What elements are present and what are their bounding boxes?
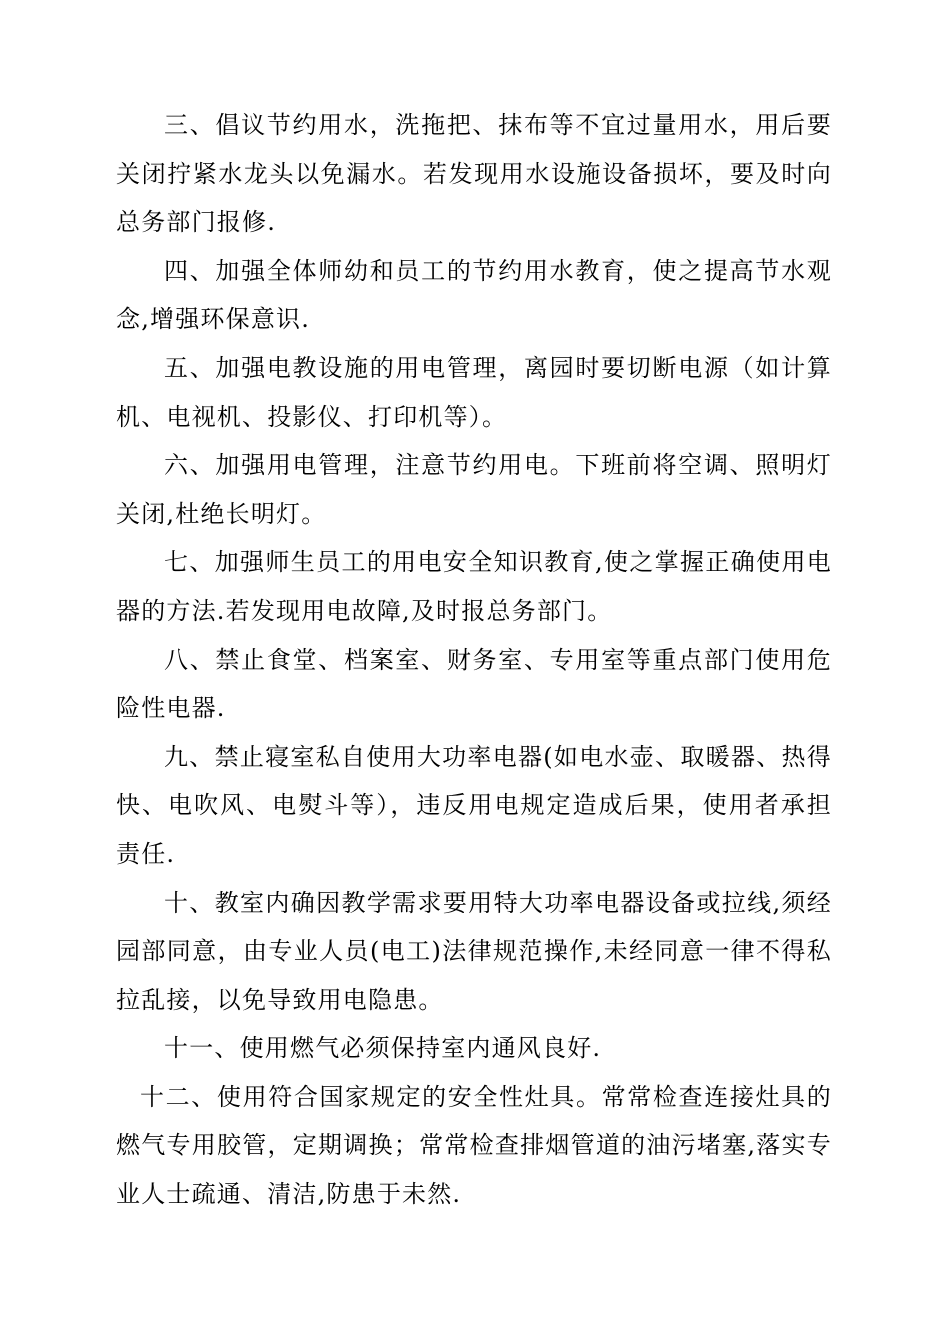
document-page [116, 101, 832, 1219]
paragraph-item-8: 八、禁止食堂、档案室、财务室、专用室等重点部门使用危险性电器. [116, 645, 832, 723]
paragraph-item-6: 六、加强用电管理，注意节约用电。下班前将空调、照明灯关闭,杜绝长明灯。 [116, 451, 832, 528]
paragraph-item-3: 三、倡议节约用水，洗拖把、抹布等不宜过量用水，用后要关闭拧紧水龙头以免漏水。若发现用水设施设备损坏，要及时向总务部门报修. [116, 111, 832, 237]
paragraph-item-11: 十一、使用燃气必须保持室内通风良好. [164, 1034, 602, 1063]
paragraph-item-5: 五、加强电教设施的用电管理，离园时要切断电源（如计算机、电视机、投影仪、打印机等）。 [116, 353, 832, 431]
paragraph-item-12: 十二、使用符合国家规定的安全性灶具。常常检查连接灶具的燃气专用胶管，定期调换；常常检查排烟管道的油污堵塞,落实专业人士疏通、清洁,防患于未然. [116, 1082, 832, 1209]
paragraph-item-4: 四、加强全体师幼和员工的节约用水教育，使之提高节水观念,增强环保意识. [116, 256, 832, 334]
paragraph-item-7: 七、加强师生员工的用电安全知识教育,使之掌握正确使用电器的方法.若发现用电故障,及时报总务部门。 [116, 548, 832, 625]
paragraph-item-10: 十、教室内确因教学需求要用特大功率电器设备或拉线,须经园部同意，由专业人员(电工)法律规范操作,未经同意一律不得私拉乱接，以免导致用电隐患。 [116, 888, 832, 1014]
paragraph-item-9: 九、禁止寝室私自使用大功率电器(如电水壶、取暖器、热得快、电吹风、电熨斗等），违反用电规定造成后果，使用者承担责任. [116, 742, 832, 868]
